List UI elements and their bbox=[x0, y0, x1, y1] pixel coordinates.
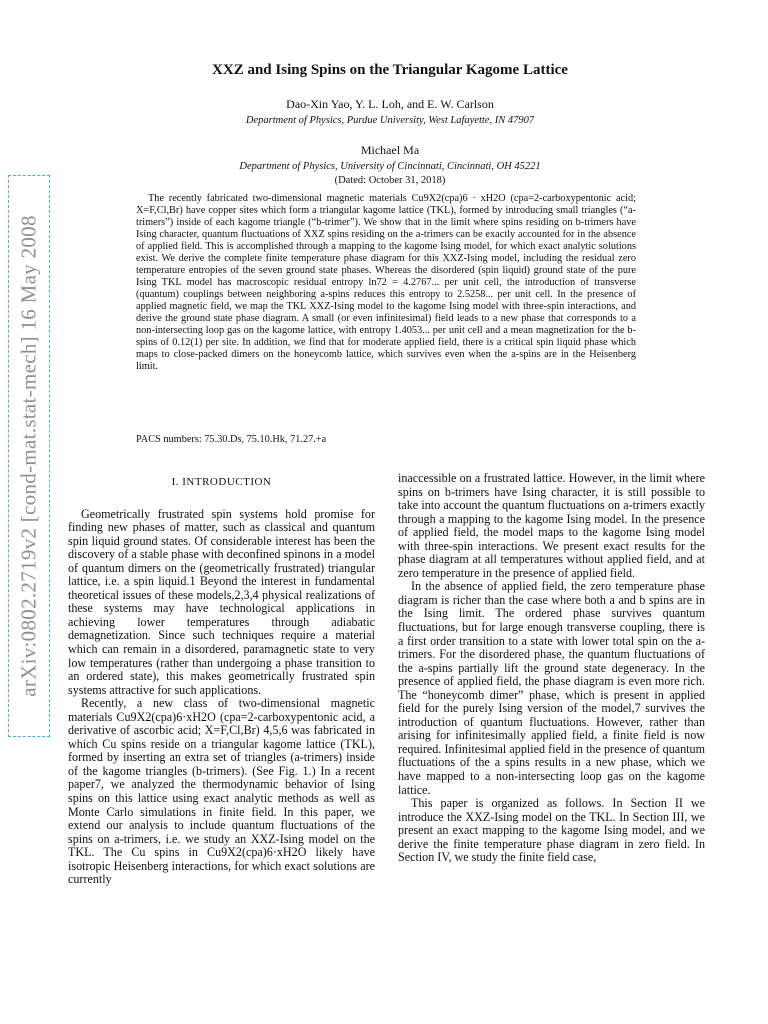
pacs-numbers: PACS numbers: 75.30.Ds, 75.10.Hk, 71.27.+a bbox=[136, 434, 327, 445]
intro-paragraph-3: In the absence of applied field, the zero temperature phase diagram is richer than the case where both a and b spins are in the Ising limit. The ordered phase survives quantum fluctuations, but for large enough transverse coupling, there is a first order transition to a state with lower total spin on the a-trimers. For the disordered phase, the quantum fluctuations of the a-spins partially lift the ground state degeneracy. In the presence of applied field, the phase diagram is even more rich. The “honeycomb dimer” phase, which is present in applied field for the purely Ising version of the model,7 survives the introduction of quantum fluctuations. However, rather than arising for infinitesimally applied field, a finite field is now required. Infinitesimal applied field in the presence of quantum fluctuations of the a spins results in a new phase, which we have mapped to a non-intersecting loop gas on the kagome lattice. bbox=[398, 579, 705, 797]
section-heading-introduction: I. INTRODUCTION bbox=[171, 476, 272, 488]
intro-paragraph-1: Geometrically frustrated spin systems hold promise for finding new phases of matter, such as classical and quantum spin liquid ground states. Of considerable interest has been the discovery of a stable phase with deconfined spinons in a model of quantum dimers on the (geometrically frustrated) triangular lattice, i.e. a spin liquid.1 Beyond the interest in fundamental theoretical issues of these models,2,3,4 physical realizations of these systems may have technological applications in achieving lower temperatures through adiabatic demagnetization. Since such techniques require a material which can remain in a disordered, paramagnetic state to very low temperatures (rather than undergoing a phase transition to an ordered state), this makes geometrically frustrated spin systems attractive for such applications. bbox=[68, 506, 375, 697]
right-column bbox=[398, 472, 705, 865]
paper-title: XXZ and Ising Spins on the Triangular Kagome Lattice bbox=[212, 62, 568, 78]
left-column bbox=[68, 472, 375, 887]
authors-line-1: Dao-Xin Yao, Y. L. Loh, and E. W. Carlson bbox=[286, 97, 494, 111]
abstract: The recently fabricated two-dimensional magnetic materials Cu9X2(cpa)6 · xH2O (cpa=2-carboxypentonic acid; X=F,Cl,Br) have copper sites which form a triangular kagome lattice (TKL), formed by introducing small triangles (“a-trimers”) inside of each kagome triangle (“b-trimer”). We show that in the limit where spins residing on b-trimers have Ising character, quantum fluctuations of XXZ spins residing on the a-trimers can be exactly accounted for in the absence of applied field. This is accomplished through a mapping to the kagome Ising model, for which exact analytic solutions exist. We derive the complete finite temperature phase diagram for this XXZ-Ising model, including the residual zero temperature entropies of the seven ground state phases. Whereas the disordered (spin liquid) ground state of the pure Ising TKL model has macroscopic residual entropy ln72 = 4.2767... per unit cell, the introduction of transverse (quantum) couplings between neighboring a-spins reduces this entropy to 2.5258... per unit cell. In the presence of applied magnetic field, we map the TKL XXZ-Ising model to the kagome Ising model with three-spin interactions, and derive the ground state phase diagram. A small (or even infinitesimal) field leads to a new phase that corresponds to a non-intersecting loop gas on the kagome lattice, with entropy 1.4053... per unit cell and a mean magnetization for the b-spins of 0.12(1) per site. In addition, we find that for moderate applied field, there is a critical spin liquid phase which maps to close-packed dimers on the honeycomb lattice, which survives even when the a-spins are in the Heisenberg limit. bbox=[136, 193, 636, 372]
affiliation-2: Department of Physics, University of Cincinnati, Cincinnati, OH 45221 bbox=[239, 161, 541, 172]
intro-paragraph-2: Recently, a new class of two-dimensional magnetic materials Cu9X2(cpa)6·xH2O (cpa=2-carboxypentonic acid, a derivative of ascorbic acid; X=F,Cl,Br) 4,5,6 was fabricated in which Cu spins reside on a triangular kagome lattice (TKL), formed by inserting an extra set of triangles (a-trimers) inside of the kagome triangles (b-trimers). (See Fig. 1.) In a recent paper7, we analyzed the thermodynamic behavior of Ising spins on this lattice using exact analytic methods as well as Monte Carlo simulations in finite field. In this paper, we extend our analysis to include quantum fluctuations of the spins on a-trimers, i.e. we study an XXZ-Ising model on the TKL. The Cu spins in Cu9X2(cpa)6·xH2O likely have isotropic Heisenberg interactions, for which exact solutions are currently bbox=[68, 696, 375, 887]
date-line: (Dated: October 31, 2018) bbox=[334, 175, 446, 186]
affiliation-1: Department of Physics, Purdue University, West Lafayette, IN 47907 bbox=[245, 115, 535, 126]
arxiv-identifier: arXiv:0802.2719v2 [cond-mat.stat-mech] 16 May 2008 bbox=[16, 215, 41, 697]
intro-paragraph-2-continued: inaccessible on a frustrated lattice. However, in the limit where spins on b-trimers have Ising character, it is still possible to take into account the quantum fluctuations on a-trimers exactly through a mapping to the kagome Ising model. In the presence of applied field, the model maps to the kagome Ising model with three-spin interactions. We present exact results for the phase diagram at all temperatures without applied field, and at zero temperature in the presence of applied field. bbox=[398, 471, 705, 580]
authors-line-2: Michael Ma bbox=[360, 143, 420, 157]
paper-header bbox=[80, 62, 700, 186]
intro-paragraph-4: This paper is organized as follows. In Section II we introduce the XXZ-Ising model on the TKL. In Section III, we present an exact mapping to the kagome Ising model, and we derive the finite temperature phase diagram in zero field. In Section IV, we study the finite field case, bbox=[398, 796, 705, 865]
arxiv-side-stamp bbox=[8, 175, 50, 737]
